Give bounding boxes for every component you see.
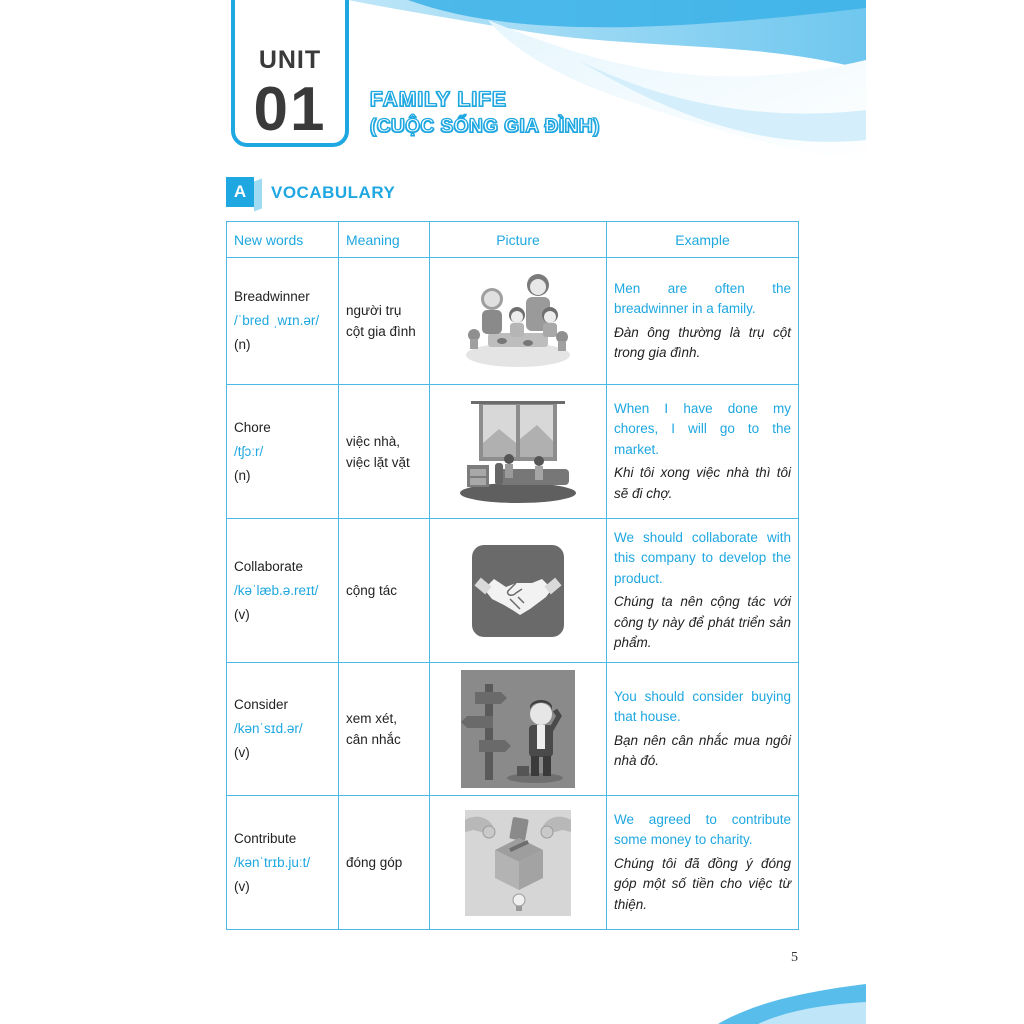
word-cell: [227, 258, 339, 385]
section-letter-badge: A: [226, 177, 254, 207]
example-cell: [607, 663, 799, 796]
header-example: Example: [607, 222, 799, 258]
example-vietnamese: Khi tôi xong việc nhà thì tôi sẽ đi chợ.: [614, 465, 791, 501]
living-room-illustration: [459, 399, 577, 505]
meaning-cell: xem xét, cân nhắc: [339, 663, 430, 796]
picture-cell: [430, 663, 607, 796]
pronunciation: /ˈbred ˌwɪn.ər/: [234, 313, 320, 328]
table-row: [227, 385, 799, 519]
word: Contribute: [234, 830, 297, 846]
table-header-row: [227, 222, 799, 258]
part-of-speech: (n): [234, 467, 251, 483]
meaning-cell: việc nhà, việc lặt vặt: [339, 385, 430, 519]
meaning-cell: cộng tác: [339, 519, 430, 663]
example-vietnamese: Chúng ta nên cộng tác với công ty này để phát triển sản phẩm.: [614, 594, 791, 650]
word-cell: [227, 796, 339, 930]
word: Chore: [234, 419, 271, 435]
example-vietnamese: Chúng tôi đã đồng ý đóng góp một số tiền cho việc từ thiện.: [614, 855, 791, 912]
example-vietnamese: Đàn ông thường là trụ cột trong gia đình.: [614, 324, 791, 360]
section-title: VOCABULARY: [271, 183, 396, 202]
part-of-speech: (v): [234, 606, 250, 622]
picture-cell: [430, 519, 607, 663]
handshake-icon: [470, 543, 566, 639]
table-row: [227, 519, 799, 663]
section-badge-shade: [254, 179, 262, 212]
donation-box-illustration: [465, 810, 571, 916]
example-english: When I have done my chores, I will go to the market.: [614, 400, 791, 457]
picture-cell: [430, 385, 607, 519]
example-english: We agreed to contribute some money to charity.: [614, 811, 791, 848]
unit-number: 01: [253, 75, 327, 144]
table-row: [227, 663, 799, 796]
vocabulary-table: [226, 221, 799, 930]
example-vietnamese: Bạn nên cân nhắc mua ngôi nhà đó.: [614, 732, 791, 768]
pronunciation: /kənˈsɪd.ər/: [234, 721, 303, 736]
unit-title-english: FAMILY LIFE: [370, 88, 508, 111]
word-cell: [227, 663, 339, 796]
pronunciation: /tʃɔːr/: [234, 443, 264, 459]
unit-label: UNIT: [258, 46, 322, 74]
example-cell: [607, 385, 799, 519]
word-cell: [227, 385, 339, 519]
unit-title-vietnamese: (CUỘC SỐNG GIA ĐÌNH): [370, 116, 600, 137]
pronunciation: /kənˈtrɪb.juːt/: [234, 854, 311, 870]
example-cell: [607, 519, 799, 663]
header-new-words: New words: [227, 222, 339, 258]
example-cell: [607, 796, 799, 930]
picture-cell: [430, 796, 607, 930]
footer-wave-decoration: [158, 970, 866, 1024]
word: Breadwinner: [234, 289, 310, 304]
textbook-page: [158, 0, 866, 1024]
thinking-man-signpost-illustration: [461, 670, 575, 788]
table-row: [227, 796, 799, 930]
unit-box: [231, 0, 349, 147]
header-picture: Picture: [430, 222, 607, 258]
table-row: [227, 258, 799, 385]
example-cell: [607, 258, 799, 385]
header-meaning: Meaning: [339, 222, 430, 258]
example-english: You should consider buying that house.: [614, 688, 791, 724]
meaning-cell: người trụ cột gia đình: [339, 258, 430, 385]
pronunciation: /kəˈlæb.ə.reɪt/: [234, 582, 319, 598]
word: Collaborate: [234, 558, 304, 574]
part-of-speech: (v): [234, 745, 250, 760]
family-illustration: [462, 271, 574, 371]
part-of-speech: (v): [234, 878, 250, 894]
word: Consider: [234, 697, 289, 712]
picture-cell: [430, 258, 607, 385]
example-english: We should collaborate with this company to develop the product.: [614, 529, 791, 586]
example-english: Men are often the breadwinner in a family.: [614, 280, 791, 316]
part-of-speech: (n): [234, 337, 251, 352]
meaning-cell: đóng góp: [339, 796, 430, 930]
page-number: 5: [791, 950, 798, 965]
word-cell: [227, 519, 339, 663]
